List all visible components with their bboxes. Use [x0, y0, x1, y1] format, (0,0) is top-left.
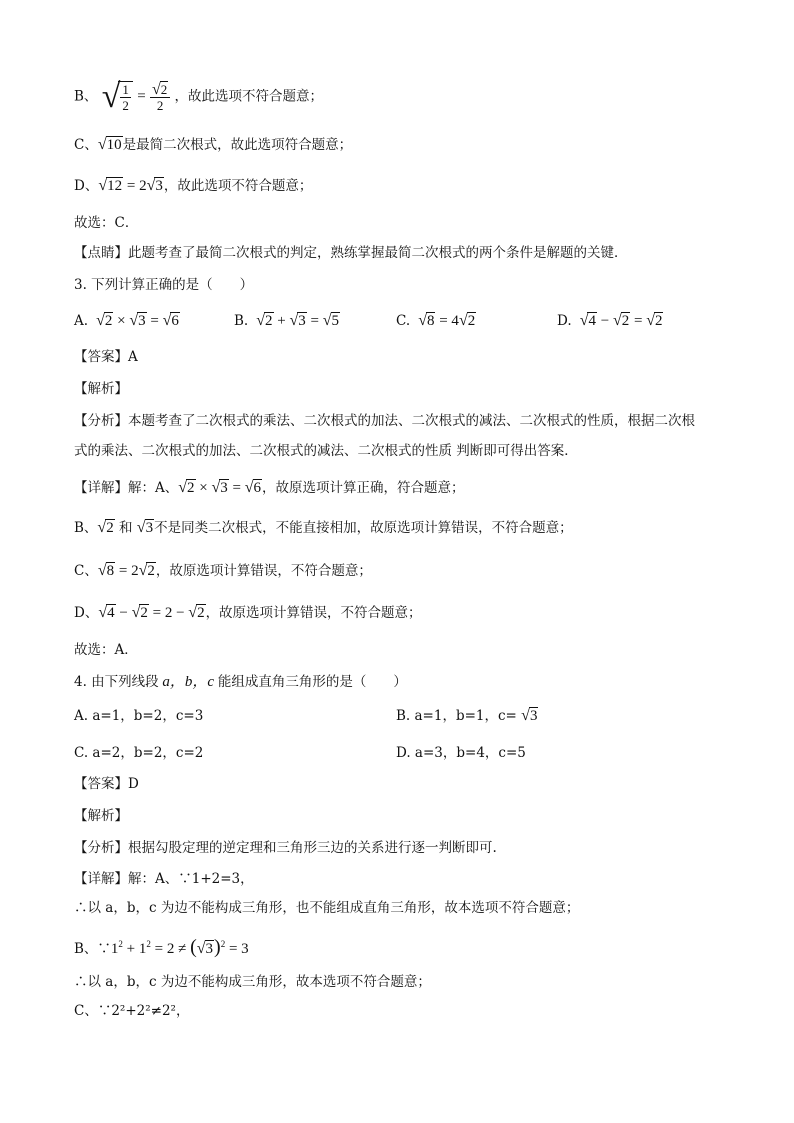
q3-option-b: B. √2 + √3 = √5	[234, 312, 340, 329]
option-c-explanation: C、√10是最简二次根式，故此选项符合题意；	[74, 136, 353, 153]
select-line-1: 故选：C．	[74, 215, 139, 231]
q4-option-a: A. a=1，b=2，c=3	[74, 708, 204, 724]
q3-answer: 【答案】A	[74, 349, 138, 365]
q3-option-a: A. √2 × √3 = √6	[74, 312, 179, 329]
comment-line-1: 【点睛】此题考查了最简二次根式的判定，熟练掌握最简二次根式的两个条件是解题的关键．	[74, 245, 628, 261]
q4-a-conclusion: ∴以 a，b，c 为边不能构成三角形，也不能组成直角三角形，故本选项不符合题意；	[74, 900, 580, 916]
q4-option-b: B. a=1，b=1，c= √3	[396, 707, 538, 724]
q3-select: 故选：A．	[74, 642, 138, 658]
q4-fenxi: 【分析】根据勾股定理的逆定理和三角形三边的关系进行逐一判断即可.	[74, 840, 497, 856]
q3-stem: 3. 下列计算正确的是（ ）	[74, 277, 254, 293]
q3-fenxi-1: 【分析】本题考查了二次根式的乘法、二次根式的加法、二次根式的减法、二次根式的性质，根据二次根	[74, 413, 695, 429]
q3-detail-d: D、√4 − √2 = 2 − √2，故原选项计算错误，不符合题意；	[74, 604, 422, 621]
q3-fenxi-2: 式的乘法、二次根式的加法、二次根式的减法、二次根式的性质 判断即可得出答案．	[74, 443, 578, 459]
q4-option-c: C. a=2，b=2，c=2	[74, 745, 204, 761]
q3-analysis: 【解析】	[74, 381, 128, 397]
sqrt-half: √ $\frac{1}{2}$	[102, 80, 133, 114]
q4-b-conclusion: ∴以 a，b，c 为边不能构成三角形，故本选项不符合题意；	[74, 974, 431, 990]
q4-analysis: 【解析】	[74, 808, 128, 824]
q4-option-d: D. a=3，b=4，c=5	[396, 745, 526, 761]
q4-detail-b: B、$\because 1^2 + 1^2 = 2 \ne (√3)^2 = 3$	[74, 936, 249, 958]
q3-detail-a: 【详解】解：A、√2 × √3 = √6，故原选项计算正确，符合题意；	[74, 479, 465, 496]
q4-answer: 【答案】D	[74, 776, 139, 792]
q3-option-d: D. √4 − √2 = √2	[557, 312, 663, 329]
q3-detail-c: C、√8 = 2√2，故原选项计算错误，不符合题意；	[74, 562, 372, 579]
q3-detail-b: B、√2 和 √3不是同类二次根式，不能直接相加，故原选项计算错误，不符合题意；	[74, 519, 573, 536]
option-d-explanation: D、√12 = 2√3，故此选项不符合题意；	[74, 177, 313, 194]
q4-detail-c: C、∵2²+2²≠2²，	[74, 1003, 190, 1019]
sqrt2-over-2: $\frac{√2}{2}$	[150, 82, 170, 113]
q3-option-c: C. √8 = 4√2	[396, 312, 476, 329]
q4-detail-a: 【详解】解：A、∵1+2=3，	[74, 871, 254, 887]
q4-stem: 4. 由下列线段 a，b，c 能组成直角三角形的是（ ）	[74, 674, 407, 690]
option-b-explanation: B、 √ $\frac{1}{2}$ = $\frac{√2}{2}$ ，故此选项不符合题意；	[74, 78, 324, 115]
